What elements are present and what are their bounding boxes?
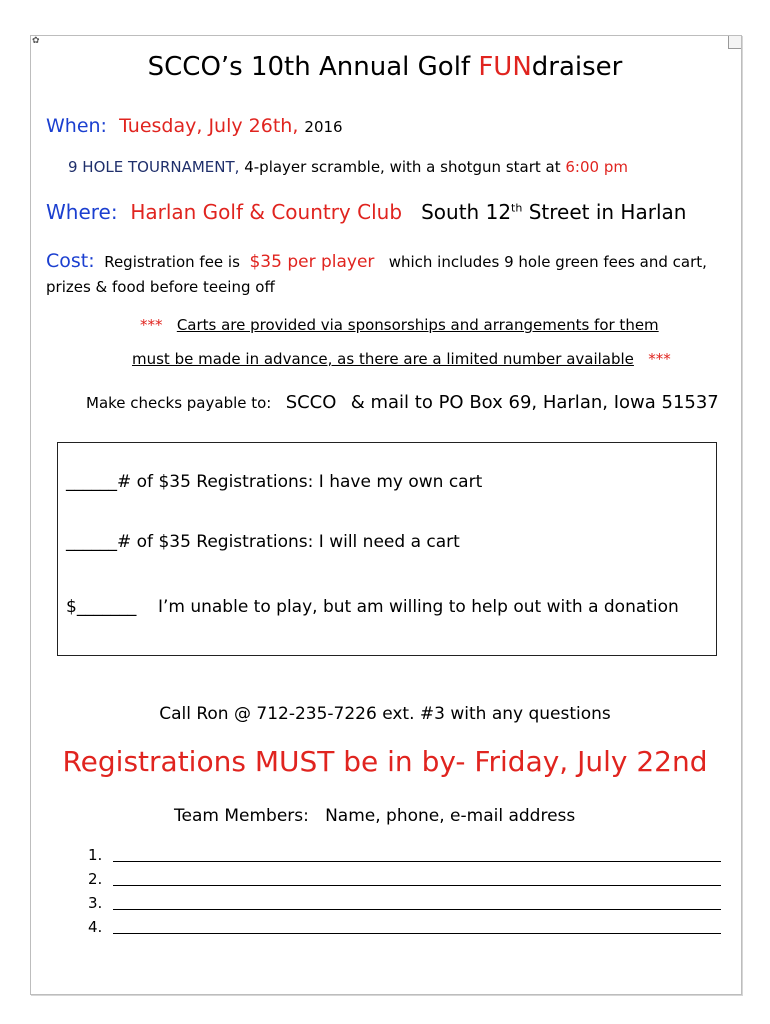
- cost-amount: $35 per player: [249, 252, 375, 272]
- option-own-cart[interactable]: [66, 472, 482, 492]
- street-sup: th: [511, 201, 523, 215]
- page-fold-icon: [728, 36, 741, 49]
- deadline-heading: Registrations MUST be in by- Friday, July 22nd: [62, 745, 708, 778]
- cost-line-2: prizes & food before teeing off: [46, 278, 275, 296]
- team-row[interactable]: [88, 894, 102, 912]
- street-post: Street in Harlan: [522, 200, 687, 224]
- row-number: 1.: [88, 846, 103, 864]
- fill-line[interactable]: [113, 861, 721, 862]
- team-label: Team Members:: [174, 806, 309, 826]
- venue-name: Harlan Golf & Country Club: [130, 200, 403, 224]
- option-text: I’m unable to play, but am willing to help out with a donation: [157, 597, 679, 617]
- checks-prefix: Make checks payable to:: [86, 394, 272, 412]
- when-label: When:: [46, 115, 107, 137]
- stars-open: ***: [140, 316, 163, 334]
- title-prefix: SCCO’s 10th Annual Golf: [147, 52, 479, 82]
- street-pre: South 12: [421, 200, 512, 224]
- option-text: # of $35 Registrations: I have my own cart: [117, 472, 483, 492]
- tournament-name: 9 HOLE TOURNAMENT,: [68, 158, 240, 176]
- checks-line: [86, 392, 719, 413]
- option-blank[interactable]: ______: [66, 472, 117, 492]
- row-number: 3.: [88, 894, 103, 912]
- fill-line[interactable]: [113, 909, 721, 910]
- event-date: Tuesday, July 26th,: [119, 115, 299, 137]
- cost-text2: which includes 9 hole green fees and cart,: [388, 253, 707, 271]
- flyer-title: [0, 52, 770, 82]
- option-donation[interactable]: [66, 597, 679, 617]
- when-line: [46, 115, 343, 137]
- carts-note-1: [140, 316, 659, 334]
- option-need-cart[interactable]: [66, 532, 460, 552]
- where-label: Where:: [46, 200, 118, 224]
- start-time: 6:00 pm: [565, 158, 628, 176]
- tournament-detail: 4-player scramble, with a shotgun start at: [244, 158, 561, 176]
- tournament-line: [68, 158, 628, 176]
- cost-line: [46, 250, 707, 272]
- row-number: 2.: [88, 870, 103, 888]
- stars-close: ***: [648, 350, 671, 368]
- cost-text1: Registration fee is: [104, 253, 240, 271]
- carts-text-2: must be made in advance, as there are a limited number available: [132, 350, 634, 368]
- team-fields: Name, phone, e-mail address: [325, 806, 576, 826]
- option-blank[interactable]: $_______: [66, 597, 137, 617]
- team-members-heading: [174, 806, 575, 826]
- call-line: Call Ron @ 712-235-7226 ext. #3 with any questions: [159, 704, 611, 724]
- option-text: # of $35 Registrations: I will need a cart: [117, 532, 460, 552]
- team-row[interactable]: [88, 846, 102, 864]
- event-year: 2016: [304, 118, 343, 136]
- carts-note-2: [132, 350, 671, 368]
- cost-label: Cost:: [46, 250, 95, 272]
- where-line: [46, 200, 686, 224]
- row-number: 4.: [88, 918, 103, 936]
- fill-line[interactable]: [113, 933, 721, 934]
- option-blank[interactable]: ______: [66, 532, 117, 552]
- fill-line[interactable]: [113, 885, 721, 886]
- carts-text-1: Carts are provided via sponsorships and arrangements for them: [176, 316, 659, 334]
- team-row[interactable]: [88, 918, 102, 936]
- checks-suffix: & mail to PO Box 69, Harlan, Iowa 51537: [350, 392, 719, 413]
- corner-mark-icon: ✿: [32, 36, 40, 46]
- team-row[interactable]: [88, 870, 102, 888]
- title-suffix: draiser: [531, 52, 623, 82]
- checks-payee: SCCO: [285, 392, 337, 413]
- title-fun: FUN: [478, 52, 532, 82]
